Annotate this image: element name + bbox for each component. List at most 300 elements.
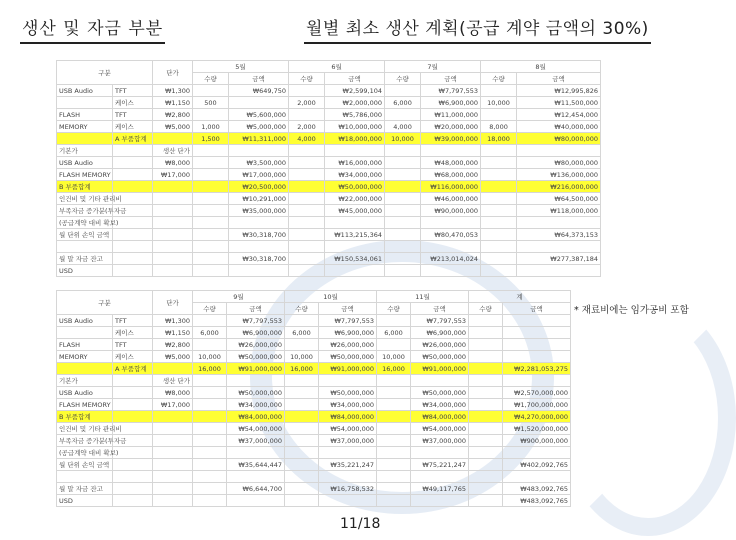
- table-cell: [385, 265, 421, 277]
- table-cell: [385, 109, 421, 121]
- table-cell: ₩150,534,061: [325, 253, 385, 265]
- table-cell: [469, 351, 503, 363]
- table-cell: [503, 327, 571, 339]
- table-cell: ₩7,797,553: [411, 315, 469, 327]
- table-cell: ₩17,000: [153, 399, 193, 411]
- table-cell: [325, 241, 385, 253]
- table-cell: ₩5,000,000: [229, 121, 289, 133]
- table-cell: [153, 447, 193, 459]
- row-label: 케이스: [113, 351, 153, 363]
- table-cell: [469, 423, 503, 435]
- table-cell: [153, 495, 193, 507]
- table-cell: [469, 435, 503, 447]
- table-cell: [289, 229, 325, 241]
- table-cell: [285, 471, 319, 483]
- table-row: [57, 411, 571, 423]
- table-cell: ₩483,092,765: [503, 495, 571, 507]
- row-label: [113, 217, 153, 229]
- month-header: 6월: [289, 61, 385, 73]
- row-label: FLASH MEMORY: [57, 169, 113, 181]
- row-label: 인건비 및 기타 관리비: [57, 423, 113, 435]
- table-cell: [193, 375, 227, 387]
- table-cell: ₩54,000,000: [319, 423, 377, 435]
- table-cell: ₩213,014,024: [421, 253, 481, 265]
- table-cell: ₩1,300: [153, 315, 193, 327]
- table-cell: [193, 423, 227, 435]
- table-cell: ₩37,000,000: [411, 435, 469, 447]
- row-label: 월 단위 손익 금액: [57, 459, 113, 471]
- row-label: USB Audio: [57, 157, 113, 169]
- table-cell: [227, 447, 285, 459]
- table-cell: [193, 471, 227, 483]
- table-row: [57, 133, 601, 145]
- table-cell: ₩7,797,553: [319, 315, 377, 327]
- table-cell: [193, 339, 227, 351]
- table-cell: ₩50,000,000: [227, 351, 285, 363]
- table-cell: ₩64,373,153: [517, 229, 601, 241]
- table-cell: [325, 145, 385, 157]
- table-cell: ₩39,000,000: [421, 133, 481, 145]
- amount-header: 금액: [325, 73, 385, 85]
- row-label: 월 말 자금 잔고: [57, 253, 113, 265]
- table-cell: ₩84,000,000: [227, 411, 285, 423]
- row-label: A 부품합계: [113, 363, 153, 375]
- table-cell: ₩75,221,247: [411, 459, 469, 471]
- table-cell: ₩80,000,000: [517, 133, 601, 145]
- table-cell: [285, 459, 319, 471]
- table-cell: [285, 387, 319, 399]
- table-cell: ₩80,000,000: [517, 157, 601, 169]
- row-label: USB Audio: [57, 315, 113, 327]
- table-cell: [289, 157, 325, 169]
- table-row: [57, 339, 571, 351]
- table-cell: [193, 447, 227, 459]
- table-cell: ₩30,318,700: [229, 253, 289, 265]
- month-header: 5월: [193, 61, 289, 73]
- table-row: [57, 447, 571, 459]
- table-cell: ₩84,000,000: [319, 411, 377, 423]
- table-row: [57, 229, 601, 241]
- table-cell: ₩10,000,000: [325, 121, 385, 133]
- table-cell: [517, 145, 601, 157]
- month-header: 10월: [285, 291, 377, 303]
- table-cell: [481, 181, 517, 193]
- table-cell: [153, 435, 193, 447]
- table-cell: ₩6,644,700: [227, 483, 285, 495]
- table-cell: ₩2,599,104: [325, 85, 385, 97]
- table-cell: [153, 253, 193, 265]
- table-cell: ₩68,000,000: [421, 169, 481, 181]
- table-cell: ₩46,000,000: [421, 193, 481, 205]
- table-row: [57, 217, 601, 229]
- table-cell: [289, 145, 325, 157]
- row-label: FLASH: [57, 109, 113, 121]
- table-cell: [153, 229, 193, 241]
- table-cell: ₩84,000,000: [411, 411, 469, 423]
- table-cell: ₩35,000,000: [229, 205, 289, 217]
- table-cell: [289, 253, 325, 265]
- table-cell: [421, 265, 481, 277]
- table-cell: ₩8,000: [153, 157, 193, 169]
- table-cell: [153, 241, 193, 253]
- table-row: [57, 471, 571, 483]
- table-cell: ₩216,000,000: [517, 181, 601, 193]
- production-plan-table-1: [56, 60, 601, 277]
- row-label: [57, 363, 113, 375]
- section-title: 생산 및 자금 부분: [22, 14, 163, 39]
- table-cell: [469, 363, 503, 375]
- row-label: A 부품합계: [113, 133, 153, 145]
- table-cell: [377, 459, 411, 471]
- row-label: USD: [57, 495, 113, 507]
- table-cell: [469, 315, 503, 327]
- table-cell: [469, 459, 503, 471]
- table-cell: [503, 351, 571, 363]
- table-cell: 4,000: [385, 121, 421, 133]
- table-row: [57, 169, 601, 181]
- table-cell: [285, 375, 319, 387]
- table-cell: [285, 339, 319, 351]
- table-cell: [481, 241, 517, 253]
- table-cell: [503, 471, 571, 483]
- table-cell: ₩50,000,000: [319, 387, 377, 399]
- table-cell: [193, 253, 229, 265]
- row-label: [113, 387, 153, 399]
- row-label: TFT: [113, 315, 153, 327]
- page-number: 11/18: [340, 516, 381, 532]
- table-cell: 6,000: [193, 327, 227, 339]
- row-label: [113, 399, 153, 411]
- table-cell: [517, 265, 601, 277]
- table-cell: [481, 229, 517, 241]
- amount-header: 금액: [421, 73, 481, 85]
- table-cell: [517, 241, 601, 253]
- table-cell: ₩22,000,000: [325, 193, 385, 205]
- table-cell: [227, 471, 285, 483]
- table-cell: [469, 387, 503, 399]
- table-cell: [193, 435, 227, 447]
- table-cell: 8,000: [481, 121, 517, 133]
- table-cell: [153, 411, 193, 423]
- table-cell: [481, 205, 517, 217]
- table-cell: [153, 423, 193, 435]
- table-cell: [289, 205, 325, 217]
- table-cell: [193, 145, 229, 157]
- table-cell: ₩5,000: [153, 121, 193, 133]
- row-label: (공급계약 대비 확보): [57, 217, 113, 229]
- table-cell: ₩2,281,053,275: [503, 363, 571, 375]
- table-cell: 10,000: [481, 97, 517, 109]
- table-cell: [411, 471, 469, 483]
- table-cell: ₩34,000,000: [325, 169, 385, 181]
- table-cell: [517, 217, 601, 229]
- table-cell: [285, 423, 319, 435]
- table-cell: [153, 483, 193, 495]
- table-cell: ₩50,000,000: [411, 387, 469, 399]
- table-row: [57, 121, 601, 133]
- table-cell: ₩1,520,000,000: [503, 423, 571, 435]
- table-cell: [193, 265, 229, 277]
- table-cell: 6,000: [385, 97, 421, 109]
- row-label: 월 단위 손익 금액: [57, 229, 113, 241]
- quantity-header: 수량: [481, 73, 517, 85]
- table-cell: 2,000: [289, 97, 325, 109]
- amount-header: 금액: [319, 303, 377, 315]
- row-label: TFT: [113, 109, 153, 121]
- table-cell: ₩7,797,553: [227, 315, 285, 327]
- table-cell: [385, 229, 421, 241]
- table-row: [57, 483, 571, 495]
- table-cell: [193, 217, 229, 229]
- table-cell: [193, 181, 229, 193]
- table-cell: ₩6,900,000: [411, 327, 469, 339]
- table-cell: ₩91,000,000: [319, 363, 377, 375]
- row-label: [113, 471, 153, 483]
- month-header: 11월: [377, 291, 469, 303]
- table-row: [57, 387, 571, 399]
- table-cell: 생산 단가: [153, 375, 193, 387]
- table-cell: [153, 193, 193, 205]
- table-cell: ₩118,000,000: [517, 205, 601, 217]
- table-cell: 16,000: [193, 363, 227, 375]
- row-label: [57, 133, 113, 145]
- table-cell: [289, 193, 325, 205]
- table-row: [57, 205, 601, 217]
- table-cell: [229, 217, 289, 229]
- table-cell: [193, 495, 227, 507]
- table-cell: [385, 85, 421, 97]
- table-row: [57, 145, 601, 157]
- table-cell: 18,000: [481, 133, 517, 145]
- row-label: 부족자금 증가분(투자금: [57, 205, 113, 217]
- table-cell: [377, 483, 411, 495]
- table-cell: [193, 193, 229, 205]
- table-cell: ₩50,000,000: [227, 387, 285, 399]
- table-row: [57, 423, 571, 435]
- row-label: 케이스: [113, 327, 153, 339]
- table-row: [57, 375, 571, 387]
- amount-header: 금액: [227, 303, 285, 315]
- quantity-header: 수량: [469, 303, 503, 315]
- table-cell: [421, 241, 481, 253]
- table-cell: 500: [193, 97, 229, 109]
- table-cell: [469, 447, 503, 459]
- table-cell: ₩12,454,000: [517, 109, 601, 121]
- column-header-unit-price: 단가: [153, 61, 193, 85]
- table-cell: [481, 145, 517, 157]
- quantity-header: 수량: [385, 73, 421, 85]
- row-label: USB Audio: [57, 387, 113, 399]
- table-cell: ₩50,000,000: [319, 351, 377, 363]
- production-plan-table-2: [56, 290, 571, 507]
- table-cell: [193, 169, 229, 181]
- table-cell: 16,000: [285, 363, 319, 375]
- table-cell: [193, 229, 229, 241]
- row-label: [57, 471, 113, 483]
- table-cell: [377, 339, 411, 351]
- row-label: MEMORY: [57, 121, 113, 133]
- table-cell: [421, 145, 481, 157]
- table-cell: [193, 387, 227, 399]
- table-cell: ₩4,270,000,000: [503, 411, 571, 423]
- table-cell: [193, 315, 227, 327]
- table-cell: [193, 459, 227, 471]
- table-cell: ₩26,000,000: [411, 339, 469, 351]
- row-label: B 부품합계: [57, 411, 113, 423]
- table-cell: [481, 193, 517, 205]
- table-cell: [285, 495, 319, 507]
- watermark-arc: [560, 300, 736, 536]
- amount-header: 금액: [229, 73, 289, 85]
- table-cell: [153, 181, 193, 193]
- table-cell: ₩3,500,000: [229, 157, 289, 169]
- table-row: [57, 97, 601, 109]
- table-cell: ₩900,000,000: [503, 435, 571, 447]
- table-cell: [289, 181, 325, 193]
- row-label: [57, 241, 113, 253]
- row-label: [57, 97, 113, 109]
- table-cell: ₩2,800: [153, 339, 193, 351]
- table-cell: ₩6,900,000: [421, 97, 481, 109]
- table-cell: [469, 399, 503, 411]
- row-label: [113, 483, 153, 495]
- table-cell: ₩35,644,447: [227, 459, 285, 471]
- table-cell: [193, 205, 229, 217]
- table-cell: ₩12,995,826: [517, 85, 601, 97]
- month-header: 8월: [481, 61, 601, 73]
- table-cell: [153, 265, 193, 277]
- table-cell: [319, 447, 377, 459]
- quantity-header: 수량: [285, 303, 319, 315]
- row-label: 케이스: [113, 121, 153, 133]
- table-cell: [285, 315, 319, 327]
- table-cell: [385, 241, 421, 253]
- table-cell: ₩34,000,000: [227, 399, 285, 411]
- row-label: [113, 241, 153, 253]
- table-cell: [503, 339, 571, 351]
- row-label: [113, 253, 153, 265]
- table-row: [57, 399, 571, 411]
- table-cell: ₩90,000,000: [421, 205, 481, 217]
- row-label: TFT: [113, 85, 153, 97]
- row-label: [113, 495, 153, 507]
- table-cell: [285, 435, 319, 447]
- quantity-header: 수량: [193, 73, 229, 85]
- table-cell: [153, 471, 193, 483]
- table-cell: [289, 85, 325, 97]
- table-cell: [503, 315, 571, 327]
- table-cell: ₩16,000,000: [325, 157, 385, 169]
- table-cell: [289, 109, 325, 121]
- amount-header: 금액: [411, 303, 469, 315]
- table-cell: [377, 411, 411, 423]
- table-cell: ₩54,000,000: [227, 423, 285, 435]
- quantity-header: 수량: [377, 303, 411, 315]
- table-cell: ₩49,117,765: [411, 483, 469, 495]
- table-cell: ₩45,000,000: [325, 205, 385, 217]
- row-label: [113, 145, 153, 157]
- table-cell: [377, 435, 411, 447]
- table-cell: ₩26,000,000: [319, 339, 377, 351]
- table-cell: [193, 483, 227, 495]
- table-cell: [377, 471, 411, 483]
- table-cell: 10,000: [377, 351, 411, 363]
- table-cell: [481, 85, 517, 97]
- table-cell: [481, 169, 517, 181]
- table-cell: [481, 253, 517, 265]
- table-row: [57, 193, 601, 205]
- table-cell: [193, 241, 229, 253]
- row-label: USD: [57, 265, 113, 277]
- table-cell: ₩1,300: [153, 85, 193, 97]
- table-cell: 생산 단가: [153, 145, 193, 157]
- table-cell: [469, 327, 503, 339]
- row-label: [113, 229, 153, 241]
- table-cell: ₩2,800: [153, 109, 193, 121]
- table-cell: [411, 495, 469, 507]
- table-cell: 1,000: [193, 121, 229, 133]
- quantity-header: 수량: [193, 303, 227, 315]
- table-cell: [193, 399, 227, 411]
- table-cell: [385, 205, 421, 217]
- row-label: 기본가: [57, 375, 113, 387]
- table-row: [57, 495, 571, 507]
- table-cell: [285, 399, 319, 411]
- table-cell: ₩10,291,000: [229, 193, 289, 205]
- table-cell: ₩64,500,000: [517, 193, 601, 205]
- table-cell: [481, 157, 517, 169]
- table-cell: [229, 145, 289, 157]
- table-cell: ₩35,221,247: [319, 459, 377, 471]
- table-cell: [481, 265, 517, 277]
- table-cell: 10,000: [285, 351, 319, 363]
- table-cell: [227, 495, 285, 507]
- table-cell: [481, 217, 517, 229]
- table-cell: ₩50,000,000: [411, 351, 469, 363]
- table-cell: ₩20,000,000: [421, 121, 481, 133]
- table-cell: [193, 85, 229, 97]
- table-cell: ₩7,797,553: [421, 85, 481, 97]
- table-cell: [153, 133, 193, 145]
- table-cell: [285, 483, 319, 495]
- table-cell: [153, 459, 193, 471]
- table-cell: ₩54,000,000: [411, 423, 469, 435]
- table-cell: ₩30,318,700: [229, 229, 289, 241]
- table-cell: ₩1,150: [153, 97, 193, 109]
- table-cell: [319, 375, 377, 387]
- table-cell: [289, 169, 325, 181]
- table-cell: ₩11,311,000: [229, 133, 289, 145]
- table-cell: [285, 447, 319, 459]
- table-cell: ₩40,000,000: [517, 121, 601, 133]
- table-cell: [289, 265, 325, 277]
- table-row: [57, 109, 601, 121]
- table-row: [57, 363, 571, 375]
- month-header: 계: [469, 291, 571, 303]
- quantity-header: 수량: [289, 73, 325, 85]
- table-cell: [289, 217, 325, 229]
- table-cell: [385, 193, 421, 205]
- row-label: MEMORY: [57, 351, 113, 363]
- table-cell: [411, 375, 469, 387]
- table-cell: ₩48,000,000: [421, 157, 481, 169]
- table-row: [57, 265, 601, 277]
- table-cell: 10,000: [385, 133, 421, 145]
- table-cell: ₩11,500,000: [517, 97, 601, 109]
- table-cell: ₩18,000,000: [325, 133, 385, 145]
- table-cell: [227, 375, 285, 387]
- table-cell: [411, 447, 469, 459]
